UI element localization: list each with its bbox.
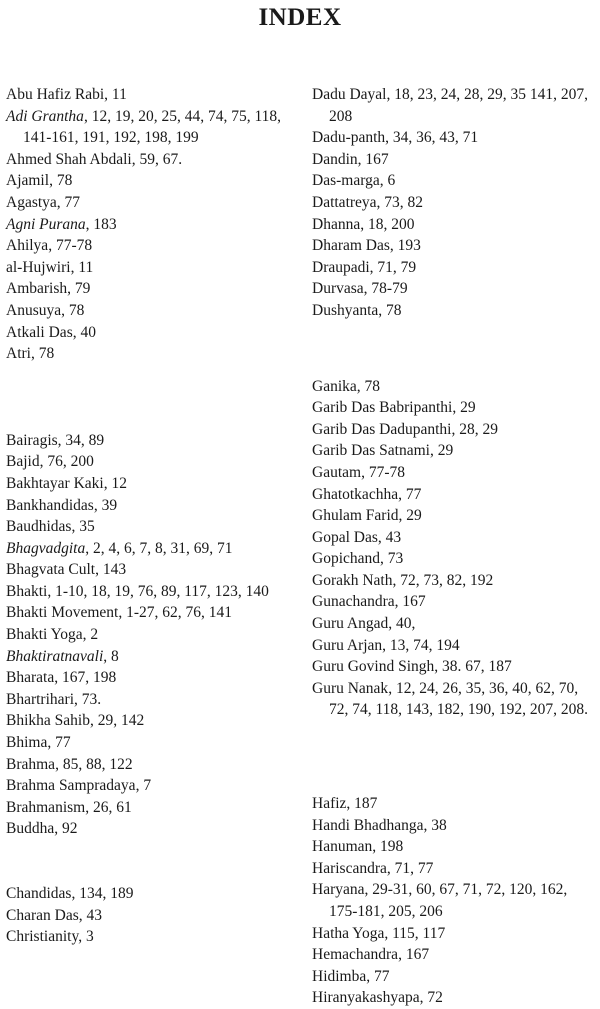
- index-entry: [312, 462, 598, 484]
- page-title: INDEX: [258, 4, 342, 31]
- index-term: Garib Das Babripanthi: [312, 399, 453, 417]
- index-entry: [6, 106, 296, 149]
- index-entry: [312, 635, 598, 657]
- index-entry: [6, 538, 296, 560]
- index-term: Atri: [6, 345, 31, 363]
- index-term: Brahma: [6, 755, 56, 773]
- index-pages: , 115, 117: [384, 924, 446, 942]
- index-term: Brahma Sampradaya: [6, 777, 136, 795]
- index-term: Hatha Yoga: [312, 924, 385, 942]
- index-term: Dhanna: [312, 215, 361, 233]
- index-term: Bhakti Yoga: [6, 626, 83, 644]
- index-pages: , 40: [72, 323, 96, 341]
- index-pages: , 78: [30, 345, 55, 363]
- index-entry: [6, 84, 296, 106]
- index-pages: , 8: [103, 647, 119, 665]
- index-pages: , 134, 189: [71, 885, 134, 902]
- index-pages: , 167, 198: [54, 669, 117, 687]
- index-pages: , 72: [419, 989, 443, 1007]
- index-term: Ambarish: [6, 280, 68, 298]
- index-pages: , 167: [398, 946, 430, 964]
- index-entry: [6, 667, 296, 689]
- index-pages: , 77-78: [361, 463, 405, 481]
- index-column-left: [6, 84, 296, 948]
- index-entry: [6, 149, 296, 171]
- index-term: Bajid: [6, 453, 40, 471]
- index-entry: [312, 235, 598, 257]
- index-term: Dattatreya: [312, 193, 377, 211]
- index-entry: [312, 257, 598, 279]
- index-entry: [312, 613, 598, 635]
- index-entry: [312, 656, 598, 678]
- index-term: Ahmed Shah Abdali: [6, 150, 132, 168]
- index-term: Bharata: [6, 669, 55, 687]
- index-pages: , 7: [135, 777, 152, 795]
- index-pages: , 71, 79: [369, 258, 417, 276]
- index-entry: [312, 836, 598, 858]
- index-entry: [6, 192, 296, 214]
- index-entry: [6, 754, 296, 776]
- index-letter-group: [6, 430, 296, 840]
- index-pages: , 29: [452, 399, 476, 417]
- index-pages: , 85, 88, 122: [55, 755, 133, 773]
- index-term: Bhakti Movement: [6, 604, 119, 622]
- index-pages: , 12, 19, 20, 25, 44, 74, 75, 118, 141-161, 191, 192, 198, 199: [23, 107, 281, 147]
- index-pages: , 29-31, 60, 67, 71, 72, 120, 162, 175-181, 205, 206: [329, 881, 568, 920]
- index-entry: [6, 559, 296, 581]
- index-term: Bhaktiratnavali: [6, 647, 104, 665]
- index-term: Hemachandra: [312, 946, 399, 964]
- index-term: Bhagvata Cult: [6, 561, 96, 579]
- index-pages: , 39: [93, 496, 118, 514]
- index-pages: , 38. 67, 187: [434, 658, 512, 676]
- index-term: Handi Bhadhanga: [312, 816, 424, 834]
- index-entry: [6, 451, 296, 473]
- index-pages: , 187: [346, 795, 378, 813]
- index-term: Das-marga: [312, 172, 380, 190]
- index-entry: [6, 581, 296, 603]
- index-term: Bhagvadgita: [6, 539, 86, 557]
- index-pages: , 79: [67, 280, 91, 298]
- index-term: Haryana: [312, 881, 365, 899]
- index-term: Guru Govind Singh: [312, 658, 435, 676]
- index-entry: [312, 214, 598, 236]
- index-pages: , 35: [71, 518, 95, 536]
- index-entry: [6, 710, 296, 732]
- index-entry: [312, 440, 598, 462]
- index-entry: [6, 322, 296, 344]
- index-term: Abu Hafiz Rabi: [6, 86, 105, 103]
- index-pages: , 193: [389, 237, 421, 255]
- index-term: Guru Angad: [312, 615, 389, 633]
- index-pages: , 34, 36, 43, 71: [385, 129, 479, 147]
- index-pages: , 12, 24, 26, 35, 36, 40, 62, 70, 72, 74, 118, 143, 182, 190, 192, 207, 208.: [329, 679, 589, 719]
- index-term: Baudhidas: [6, 518, 72, 536]
- index-term: Hidimba: [312, 967, 367, 985]
- index-entry: [6, 775, 296, 797]
- index-term: Ganika: [312, 377, 357, 395]
- index-pages: , 12: [103, 474, 127, 492]
- index-entry: [6, 516, 296, 538]
- index-entry: [312, 793, 598, 815]
- index-term: Dushyanta: [312, 301, 379, 319]
- index-pages: , 71, 77: [386, 859, 434, 877]
- index-entry: [6, 214, 296, 236]
- index-entry: [6, 624, 296, 646]
- index-entry: [312, 987, 598, 1009]
- index-pages: , 77: [398, 485, 422, 503]
- index-term: Garib Das Satnami: [312, 442, 430, 460]
- index-pages: , 77: [47, 734, 71, 752]
- index-term: Dharam Das: [312, 237, 390, 255]
- index-entry: [6, 926, 296, 948]
- index-pages: , 18, 200: [360, 215, 415, 233]
- index-term: Agastya: [6, 193, 57, 211]
- index-term: Draupadi: [312, 258, 370, 276]
- index-entry: [312, 591, 598, 613]
- index-entry: [6, 430, 296, 452]
- index-pages: , 18, 23, 24, 28, 29, 35 141, 207, 208: [329, 86, 588, 125]
- index-pages: , 11: [104, 86, 127, 103]
- index-pages: , 43: [377, 528, 402, 546]
- index-term: Bakhtayar Kaki: [6, 474, 104, 492]
- index-pages: , 73.: [74, 690, 102, 708]
- index-entry: [312, 548, 598, 570]
- index-column-right: [312, 84, 598, 1009]
- index-entry: [6, 235, 296, 257]
- index-pages: , 78-79: [363, 280, 408, 298]
- index-pages: , 183: [85, 215, 117, 233]
- index-entry: [6, 646, 296, 668]
- index-term: Gorakh Nath: [312, 571, 393, 589]
- index-term: Hafiz: [312, 795, 347, 813]
- index-term: Gautam: [312, 463, 362, 481]
- index-pages: , 72, 73, 82, 192: [392, 571, 494, 589]
- index-letter-group: [312, 84, 598, 322]
- index-term: Durvasa: [312, 280, 364, 298]
- index-pages: , 77: [366, 967, 390, 985]
- index-pages: , 11: [70, 258, 94, 276]
- index-pages: , 40,: [388, 615, 416, 633]
- index-entry: [6, 257, 296, 279]
- index-term: Hiranyakashyapa: [312, 989, 420, 1007]
- index-term: al-Hujwiri: [6, 258, 71, 276]
- index-letter-group: [6, 883, 296, 948]
- index-entry: [6, 689, 296, 711]
- index-term: Gunachandra: [312, 593, 395, 611]
- index-term: Anusuya: [6, 301, 62, 319]
- index-entry: [312, 484, 598, 506]
- index-term: Garib Das Dadupanthi: [312, 420, 452, 438]
- index-pages: , 78: [61, 301, 85, 319]
- index-pages: , 28, 29: [451, 420, 498, 438]
- index-entry: [6, 883, 296, 905]
- index-pages: , 3: [78, 928, 94, 946]
- index-pages: , 167: [394, 593, 426, 611]
- index-entry: [312, 858, 598, 880]
- index-pages: , 6: [379, 172, 396, 190]
- index-pages: , 92: [54, 820, 78, 838]
- index-entry: [312, 192, 598, 214]
- index-term: Dadu Dayal: [312, 86, 387, 103]
- index-pages: , 78: [49, 172, 73, 190]
- index-term: Brahmanism: [6, 798, 86, 816]
- index-term: Guru Arjan: [312, 636, 383, 654]
- index-entry: [6, 170, 296, 192]
- index-pages: , 73, 82: [376, 193, 424, 211]
- index-pages: , 26, 61: [85, 798, 132, 816]
- index-term: Ghatotkachha: [312, 485, 399, 503]
- index-entry: [312, 879, 598, 922]
- index-pages: , 77-78: [48, 237, 93, 255]
- index-entry: [6, 818, 296, 840]
- index-pages: , 78: [356, 377, 381, 395]
- index-entry: [312, 397, 598, 419]
- index-pages: , 29, 142: [89, 712, 145, 730]
- index-term: Hanuman: [312, 838, 373, 856]
- index-term: Dadu-panth: [312, 129, 386, 147]
- index-entry: [312, 815, 598, 837]
- index-pages: , 143: [95, 561, 127, 579]
- index-entry: [6, 300, 296, 322]
- index-entry: [312, 966, 598, 988]
- index-entry: [312, 944, 598, 966]
- index-entry: [312, 149, 598, 171]
- index-pages: , 1-10, 18, 19, 76, 89, 117, 123, 140: [47, 582, 269, 600]
- index-entry: [6, 473, 296, 495]
- index-term: Bhikha Sahib: [6, 712, 90, 730]
- index-entry: [312, 923, 598, 945]
- index-entry: [312, 84, 598, 127]
- index-entry: [6, 905, 296, 927]
- index-entry: [312, 505, 598, 527]
- index-pages: , 34, 89: [57, 431, 105, 449]
- index-term: Chandidas: [6, 885, 72, 902]
- index-entry: [312, 419, 598, 441]
- index-term: Bankhandidas: [6, 496, 94, 514]
- index-term: Bairagis: [6, 431, 58, 449]
- index-pages: , 2, 4, 6, 7, 8, 31, 69, 71: [85, 539, 233, 557]
- index-pages: , 78: [378, 301, 402, 319]
- index-pages: , 76, 200: [39, 453, 94, 471]
- index-entry: [6, 278, 296, 300]
- index-term: Adi Grantha: [6, 107, 84, 125]
- index-entry: [312, 376, 598, 398]
- index-term: Bhakti: [6, 582, 48, 600]
- index-pages: , 59, 67.: [131, 150, 183, 168]
- index-pages: , 73: [380, 550, 404, 568]
- index-pages: , 29: [429, 442, 454, 460]
- index-entry: [6, 602, 296, 624]
- index-pages: , 1-27, 62, 76, 141: [118, 604, 233, 622]
- index-entry: [312, 527, 598, 549]
- index-pages: , 167: [357, 150, 389, 168]
- index-term: Bhartrihari: [6, 690, 75, 708]
- index-letter-group: [312, 376, 598, 722]
- index-term: Ahilya: [6, 237, 49, 255]
- index-term: Hariscandra: [312, 859, 387, 877]
- index-pages: , 2: [82, 626, 99, 644]
- index-pages: , 43: [78, 906, 102, 924]
- index-term: Ghulam Farid: [312, 507, 399, 525]
- index-term: Gopal Das: [312, 528, 378, 546]
- index-term: Atkali Das: [6, 323, 73, 341]
- index-term: Agni Purana: [6, 215, 86, 233]
- index-entry: [6, 343, 296, 365]
- index-letter-group: [6, 84, 296, 365]
- index-entry: [312, 127, 598, 149]
- index-pages: , 13, 74, 194: [382, 636, 460, 654]
- index-entry: [312, 678, 598, 721]
- index-term: Charan Das: [6, 906, 79, 924]
- index-entry: [312, 278, 598, 300]
- index-term: Bhima: [6, 734, 48, 752]
- index-entry: [312, 570, 598, 592]
- index-term: Ajamil: [6, 172, 50, 190]
- index-term: Dandin: [312, 150, 358, 168]
- index-term: Guru Nanak: [312, 679, 389, 697]
- index-entry: [6, 732, 296, 754]
- index-entry: [312, 300, 598, 322]
- index-term: Buddha: [6, 820, 55, 838]
- index-entry: [6, 495, 296, 517]
- index-pages: , 77: [56, 193, 81, 211]
- index-term: Gopichand: [312, 550, 381, 568]
- index-letter-group: [312, 793, 598, 1009]
- index-pages: , 38: [423, 816, 447, 834]
- index-pages: , 198: [372, 838, 404, 856]
- index-entry: [312, 170, 598, 192]
- index-term: Christianity: [6, 928, 79, 946]
- index-entry: [6, 797, 296, 819]
- index-pages: , 29: [398, 507, 422, 525]
